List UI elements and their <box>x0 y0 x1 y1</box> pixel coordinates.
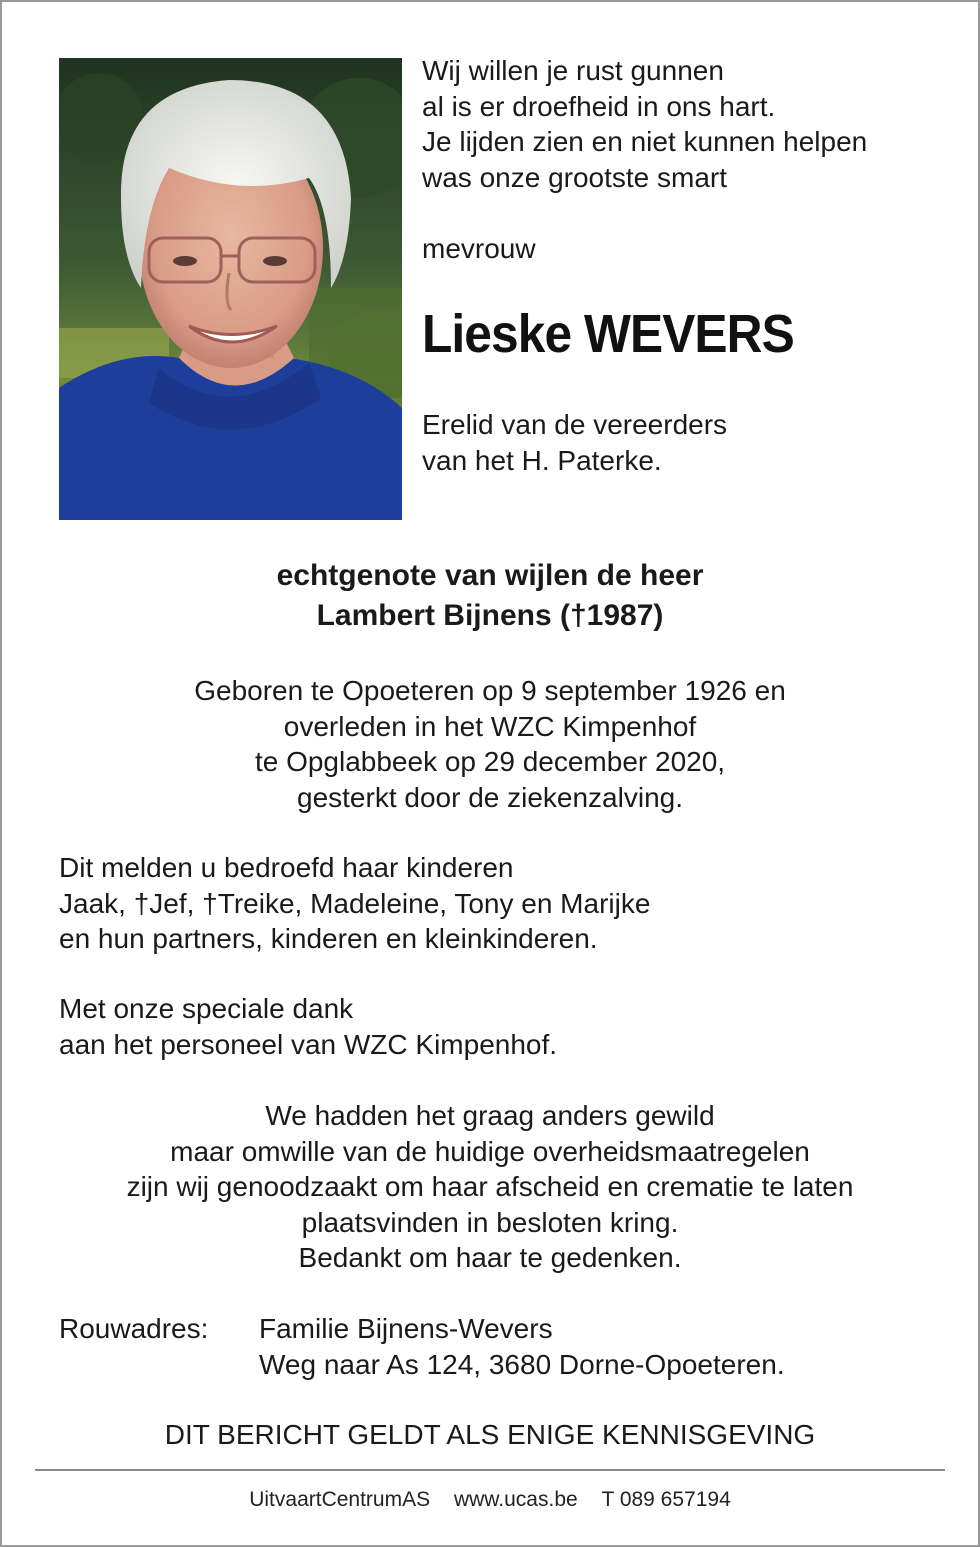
official-notice: DIT BERICHT GELDT ALS ENIGE KENNISGEVING <box>164 1419 816 1450</box>
birth-death-line: Geboren te Opoeteren op 9 september 1926 en <box>194 675 786 706</box>
footer-divider <box>35 1469 945 1471</box>
poem <box>422 53 962 195</box>
address-label: Rouwadres: <box>59 1313 209 1344</box>
honor-line: Erelid van de vereerders <box>422 409 728 440</box>
birth-death-line: gesterkt door de ziekenzalving. <box>297 781 683 813</box>
footer-website[interactable]: www.ucas.be <box>453 1488 578 1511</box>
notice-line: maar omwille van de huidige overheidsmaatregelen <box>170 1135 810 1167</box>
notice-line: We hadden het graag anders gewild <box>265 1100 715 1131</box>
spouse-line: Lambert Bijnens (†1987) <box>316 599 664 632</box>
spouse-info <box>0 556 980 636</box>
footer-phone: T 089 657194 <box>601 1488 731 1511</box>
thanks-line: aan het personeel van WZC Kimpenhof. <box>59 1028 558 1060</box>
announcement-line: Dit melden u bedroefd haar kinderen <box>59 852 514 883</box>
deceased-name: Lieske WEVERS <box>422 304 794 364</box>
announcement-line: Jaak, †Jef, †Treike, Madeleine, Tony en Marijke <box>59 887 651 919</box>
notice-line: Bedankt om haar te gedenken. <box>298 1242 682 1273</box>
address-line: Familie Bijnens-Wevers <box>259 1313 553 1344</box>
notice-line: plaatsvinden in besloten kring. <box>301 1206 679 1238</box>
poem-line: Je lijden zien en niet kunnen helpen <box>422 126 868 157</box>
poem-line: al is er droefheid in ons hart. <box>422 90 776 122</box>
birth-death-line: te Opglabbeek op 29 december 2020, <box>254 746 726 777</box>
address-lines <box>259 1311 785 1382</box>
honor-line: van het H. Paterke. <box>422 444 662 476</box>
announcement-line: en hun partners, kinderen en kleinkinderen. <box>59 923 598 954</box>
spouse-line: echtgenote van wijlen de heer <box>276 559 704 592</box>
thanks-line: Met onze speciale dank <box>59 993 354 1024</box>
poem-line: Wij willen je rust gunnen <box>422 55 724 86</box>
poem-line: was onze grootste smart <box>422 161 728 193</box>
honorific-title: mevrouw <box>422 233 536 264</box>
birth-death-line: overleden in het WZC Kimpenhof <box>283 710 697 742</box>
portrait-photo <box>59 58 402 520</box>
thanks-message <box>59 991 557 1062</box>
honor-text <box>422 407 727 478</box>
notice-line: zijn wij genoodzaakt om haar afscheid en crematie te laten <box>126 1171 854 1202</box>
address-line: Weg naar As 124, 3680 Dorne-Opoeteren. <box>259 1348 785 1380</box>
birth-death-info <box>0 673 980 815</box>
footer <box>0 1486 980 1514</box>
family-announcement <box>59 850 650 957</box>
footer-company: UitvaartCentrumAS <box>249 1488 431 1511</box>
ceremony-notice <box>0 1098 980 1276</box>
